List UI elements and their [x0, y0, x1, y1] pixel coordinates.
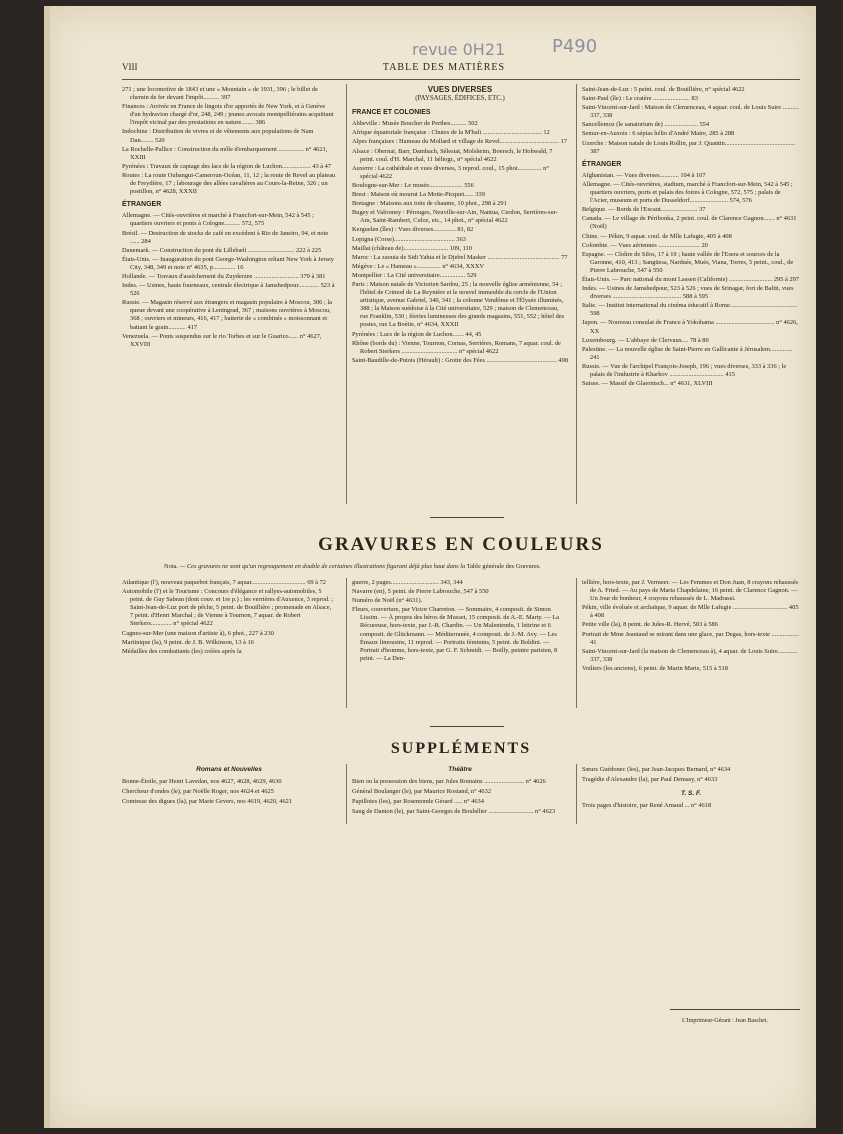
gravures-column-1	[122, 579, 336, 657]
index-entry: Numéro de Noël (n° 4631).	[352, 597, 423, 605]
index-entry: Bonne-Étoile, par Henri Lavedan, nos 4627, 4628, 4629, 4630	[122, 778, 282, 786]
index-entry: tellière, hors-texte, par J. Vermeer. — Les Femmes et Don Juan, 8 crayons rehaussés de A. Fried. — Au pays de Maria Chapdelaine, 16 peint. de Clarence Gagnon. — Un Jour de bonheur, 4 crayons rehaussés de L. Madrassi.	[582, 579, 799, 603]
index-entry: Portrait de Mme Jeantaud se mirant dans une glace, par Degas, hors-texte ................. 41	[582, 630, 799, 646]
column-separator	[576, 578, 577, 708]
index-entry: Boulogne-sur-Mer : Le musée..................... 556	[352, 181, 474, 189]
index-entry: Comtesse des digues (la), par Marie Gevers, nos 4619, 4620, 4621	[122, 798, 293, 806]
index-entry: Alpes françaises : Hameau du Mollard et village de Revel..................................... 17	[352, 138, 567, 146]
index-entry: Afghanistan. — Vues diverses............ 104 à 107	[582, 171, 706, 179]
index-entry: Canada. — Le village de Péribonka, 2 peint. coul. de Clarence Gagnon....... n° 4631 (Noël)	[582, 215, 797, 231]
gravures-column-3	[582, 579, 800, 674]
index-entry: Bugey et Valromey : Pérouges, Neuville-sur-Ain, Nantua, Cerdon, Serrières-sur-Ain, Saint-Rambert, Culoz, etc., 14 phot., n° spécial 4622	[352, 209, 558, 225]
gravures-title: GRAVURES EN COULEURS	[318, 534, 604, 555]
note-end: Table générale des Gravures.	[466, 563, 541, 570]
index-entry: Palestine. — La nouvelle église de Saint-Pierre en Gallicante à Jérusalem.............. 241	[582, 345, 793, 361]
index-entry: La Rochelle-Pallice : Construction du môle d'embarquement ................ n° 4621, XXIII	[122, 145, 328, 161]
index-entry: Suisse. — Massif de Glaernisch... n° 4631, XLVIII	[582, 380, 713, 388]
index-entry: Hollande. — Travaux d'assèchement du Zuyderzee ............................ 379 à 381	[122, 272, 326, 280]
index-entry: États-Unis. — Inauguration du pont George-Washington reliant New York à Jersey City, 348, 349 et note n° 4635, p.............. 16	[122, 255, 334, 271]
supplements-column-3	[582, 766, 800, 812]
index-entry: Russie. — Vue de l'archipel François-Joseph, 196 ; vues diverses, 333 à 336 ; le palais de l'industrie à Kharkov .................................. 415	[582, 362, 787, 378]
index-entry: Fleurs, couverture, par Victor Charreton. — Sommaire, 4 composit. de Simon Lissim. — À propos des héros de Musset, 15 composit. de A.-E. Marty. — La Récureuse, hors-texte, par J.-B. Chardin. — Un Malentendu, 1 lettrine et 6 composit. de Glückmann. — Méditerranée, 4 composit. de J.-M. Avy. — Les Émaux limousins, 11 reprod. — Portraits féminins, 5 peint. de Boldini. — Portrait d'homme, hors-texte, par G. F. Schmidt. — Boilly, peintre parisien, 8 peint. — La Den-	[352, 606, 560, 662]
index-entry: Mégève : Le « Hameau »............... n° 4634, XXXV	[352, 262, 485, 270]
column-title: VUES DIVERSES	[427, 85, 493, 94]
column-separator	[346, 578, 347, 708]
index-entry: Sancellemoz (le sanatorium de) ..................... 554	[582, 121, 710, 129]
tsf-heading: T. S. F.	[680, 790, 702, 798]
index-entry: Saint-Vincent-sur-Jard (la maison de Clemenceau à), 4 aquar. de Louis Suire............ 337, 338	[582, 647, 797, 663]
index-entry: Montpellier : La Cité universitaire................ 529	[352, 271, 477, 279]
index-entry: Colombie. — Vues aériennes .......................... 20	[582, 241, 708, 249]
gravures-column-2	[352, 579, 568, 664]
index-entry: Martinique (la), 9 peint. de J. B. Wilkinson, 13 à 16	[122, 638, 254, 646]
supplements-column-2	[352, 766, 568, 818]
index-entry: Bien ou la possession des biens, par Jules Romains ......................... n° 4626	[352, 778, 546, 786]
index-entry: Papillotes (les), par Rosemonde Gérard ..... n° 4634	[352, 798, 484, 806]
index-entry: Pyrénées : Lacs de la région de Luchon....... 44, 45	[352, 330, 482, 338]
index-entry: Finances : Arrivée en France de lingots d'or apportés de New York, et à Genève d'un hydravion chargé d'or, 248, 249 ; jeunes avocats montpelliérains acquittant l'impôt vicinal par des prestations en nature........ 386	[122, 103, 334, 127]
romans-heading: Romans et Nouvelles	[196, 766, 262, 773]
index-entry: Allemagne. — Cités-ouvrières, stadium, marché à Francfort-sur-Mein, 542 à 545 ; quartiers ouvriers, ports et palais des foires à Cologne, 572, 575 ; palais de l'Acier, museum et ports de Dusseldorf........................ 574, 576	[582, 180, 793, 205]
index-entry: Pyrénées : Travaux de captage des lacs de la région de Luchon.................. 43 à 47	[122, 162, 332, 170]
index-entry: États-Unis. — Parc national du mont Lassen (Californie) ........................... 295 à 297	[582, 275, 800, 283]
column-separator	[576, 764, 577, 824]
index-entry: Navarre (en), 5 peint. de Pierre Labrouche, 547 à 550	[352, 588, 489, 596]
handwritten-page-number: P490	[552, 36, 598, 57]
index-entry: Abbeville : Musée Boucher de Perthes.......... 502	[352, 120, 478, 128]
index-entry: Maillat (château de)............................ 109, 110	[352, 244, 472, 252]
index-entry: Routes : La route Oubangui-Cameroun-Océan, 11, 12 ; la route de Revel au plateau de Freydière, 17 ; labourage des allées cavalières au Cours-la-Reine, 326 ; un postillon, n° 4628, XXXII	[122, 171, 336, 196]
printer-credit: L'Imprimeur-Gérant : Jean Baschet.	[682, 1018, 768, 1024]
index-entry: Maroc : La zaouia de Sidi Yahia et le Djebel Masker ............................................. 77	[352, 253, 568, 261]
index-entry: Général Boulanger (le), par Maurice Rostand, n° 4632	[352, 788, 492, 796]
note-label: Nota.	[164, 563, 179, 570]
index-column-3	[582, 86, 800, 389]
index-column-2	[352, 86, 568, 366]
index-entry: Paris : Maison natale de Victorien Sardou, 25 ; la nouvelle église arménienne, 54 ; l'hôtel de Crimod de La Reynière et le nouvel immeuble du cercle de l'Union artistique, avenue Gabriel, 340, 341 ; la colonne Vendôme et l'Élysée illuminés, 388 ; la Maison suédoise à la Cité universitaire, 529 ; maison de Clemenceau, rue Franklin, 530 ; féeries lumineuses des grands magasins, 551, 552 ; hôtel des postes, rue La Boétie, n° 4634, XXXII	[352, 280, 565, 329]
index-entry: Italie. — Institut international du cinéma éducatif à Rome.......................................... 598	[582, 302, 797, 318]
column-separator	[346, 84, 347, 504]
index-entry: Lopigna (Corse)...................................... 363	[352, 235, 466, 243]
index-entry: Cagnes-sur-Mer (une maison d'artiste à), 6 phot., 227 à 230	[122, 629, 274, 637]
document-page	[44, 6, 816, 1128]
index-entry: Semur-en-Auxois : 6 sépias hélio d'André Maire, 285 à 288	[582, 130, 735, 138]
index-entry: Sœurs Guédonec (les), par Jean-Jacques Bernard, n° 4634	[582, 766, 731, 773]
section-heading: ÉTRANGER	[122, 201, 162, 209]
section-heading: FRANCE ET COLONIES	[352, 109, 431, 117]
theatre-heading: Théâtre	[448, 766, 472, 773]
index-entry: Auxerre : La cathédrale et vues diverses, 3 reprod. coul., 15 phot............... n° spécial 4622	[352, 164, 549, 180]
index-entry: Voiliers (les anciens), 6 peint. de Marin Marie, 515 à 518	[582, 664, 728, 672]
index-entry: Saint-Vincent-sur-Jard : Maison de Clemenceau, 4 aquar. coul. de Louis Suire .......... 337, 338	[582, 104, 799, 120]
index-entry: Chercheur d'ondes (le), par Noëlle Roger, nos 4624 et 4625	[122, 788, 274, 796]
index-entry: Luxembourg. — L'abbaye de Clervaux.... 78 à 80	[582, 336, 709, 344]
index-entry: Indes. — Usines, hauts fourneaux, centrale électrique à Jamshedpour............. 523 à 526	[122, 282, 335, 298]
index-entry: Indochine : Distribution de vivres et de vêtements aux populations de Nam Dan........ 520	[122, 128, 314, 144]
index-entry: Petite ville (la), 8 peint. de Jules-R. Hervé, 583 à 586	[582, 621, 718, 629]
page-number: VIII	[122, 62, 138, 72]
index-entry: Chine. — Pékin, 9 aquar. coul. de Mlle Lafugie, 405 à 408	[582, 232, 732, 240]
gravures-note	[164, 563, 804, 570]
index-entry: Trois pages d'histoire, par René Arnaud ... n° 4618	[582, 802, 712, 810]
index-entry: Espagne. — Cloître de Silos, 17 à 19 ; haute vallée de l'Esera et sources de la Garonne, 410, 413 ; Sangüesa, Nardués, Mués, Viana, Torres, 5 peint., coul., de Pierre Labrouche, 547 à 550	[582, 250, 794, 274]
column-separator	[346, 764, 347, 824]
handwritten-reference: revue 0H21	[412, 40, 506, 59]
index-entry: Saint-Paul (île) : Le cratère ....................... 83	[582, 95, 698, 103]
page-title: TABLE DES MATIÈRES	[382, 62, 506, 73]
section-heading: ÉTRANGER	[582, 160, 622, 168]
index-entry: Kerguelen (îles) : Vues diverses.............. 81, 82	[352, 226, 474, 234]
index-entry: Allemagne. — Cités-ouvrières et marché à Francfort-sur-Mein, 542 à 545 ; quartiers ouvriers et ponts à Cologne.......... 572, 575	[122, 212, 314, 228]
index-entry: Tragédie d'Alexandre (la), par Paul Demasy, n° 4633	[582, 776, 718, 784]
index-entry: Bretagne : Maisons aux toits de chaume, 10 phot., 298 à 291	[352, 200, 507, 208]
index-entry: Atlantique (l'), nouveau paquebot français, 7 aquar.................................. 69 à 72	[122, 579, 327, 586]
header-rule	[122, 79, 800, 80]
index-entry: Pékin, ville évoluée et archaïque, 9 aquar. de Mlle Lafugie .................................. 405 à 408	[582, 604, 799, 620]
index-entry: Saint-Jean-de-Luz : 5 peint. coul. de Bouillière, n° spécial 4622	[582, 86, 745, 93]
column-separator	[576, 84, 577, 504]
index-entry: Uzerche : Maison natale de Louis Rollin, par J. Quantin............................................ 387	[582, 139, 796, 155]
index-entry: Indes. — Usines de Jamshedpour, 523 à 526 ; vues de Srinagar, fort de Baltit, vues diverses ........................................... 588 à 595	[582, 285, 794, 301]
supplements-column-1	[122, 766, 336, 808]
index-entry: Sang de Danton (le), par Saint-Georges de Bouhélier ............................ n° 4623	[352, 808, 556, 816]
index-entry: Danemark. — Construction du pont du Lillebælt ............................. 222 à 225	[122, 246, 322, 254]
section-rule	[430, 517, 504, 518]
index-entry: Médailles des combattants (les) créées après la	[122, 647, 242, 655]
index-column-1	[122, 86, 336, 350]
section-rule	[430, 726, 504, 727]
index-entry: Belgique. — Bords de l'Escaut....................... 37	[582, 206, 706, 214]
note-text: — Ces gravures ne sont qu'un regroupement en double de certaines illustrations figurant déjà plus haut dans la	[179, 563, 466, 570]
index-entry: Brest : Maison où mourut La Motte-Picquet...... 339	[352, 191, 485, 199]
index-entry: Russie. — Magasin réservé aux étrangers et magasin populaire à Moscou, 306 ; la queue devant une coopérative à Leningrad, 367 ; maisons ouvrières à Moscou, 368 ; ouvriers et mineurs, 416, 417 ; batterie de « combinés » moissonnant et battant le grain........... 417	[122, 299, 332, 331]
page-left-edge	[44, 6, 50, 1128]
column-subtitle: (PAYSAGES, ÉDIFICES, ETC.)	[415, 95, 505, 103]
index-entry: Saint-Baudille-de-Putois (Hérault) : Grotte des Fées ............................................ 498	[352, 356, 569, 364]
index-entry: Automobile (l') et le Tourisme : Concours d'élégance et rallyes-automobiles, 5 peint. de Guy Sabran (dont couv. et 1re p.) ; les verrières d'Auxence, 3 reprod. ; Saint-Jean-de-Luz port de pêche, 5 peint. de Bouillière ; promenade en Alsace, 7 peint. d'Henri Marchal ; de Vienne à Tournon, 7 aquar. de Robert Sterkers............. n° spécial 4622	[122, 588, 334, 628]
index-entry: Rhône (bords du) : Vienne, Tournon, Cornas, Serrières, Romans, 7 aquar. coul. de Robert Sterkers ................................... n° spécial 4622	[352, 339, 561, 355]
index-entry: 271 ; une locomotive de 1843 et une « Mountain » de 1931, 396 ; le billet de chemin de fer devant l'impôt.......... 397	[122, 86, 318, 102]
index-entry: Japon. — Nouveau consulat de France à Yokohama ..................................... n° 4626, XX	[582, 319, 798, 335]
supplements-title: SUPPLÉMENTS	[390, 740, 532, 757]
index-entry: Alsace : Obernai, Barr, Dambach, Sélestat, Molsheim, Boersch, le Hohwald, 7 peint. coul. d'H. Marchal, 11 héliogr., n° spécial 4622	[352, 147, 553, 163]
footer-rule	[670, 1009, 800, 1010]
index-entry: guerre, 2 pages.............................. 343, 344	[352, 579, 463, 586]
index-entry: Afrique équatoriale française : Chutes de la M'bali ..................................... 12	[352, 129, 550, 137]
index-entry: Venezuela. — Ponts suspendus sur le rio Torbes et sur le Guarico...... n° 4627, XXVIII	[122, 332, 322, 348]
index-entry: Brésil. — Destruction de stocks de café en excédent à Rio de Janeiro, 94, et note ...... 284	[122, 229, 329, 245]
